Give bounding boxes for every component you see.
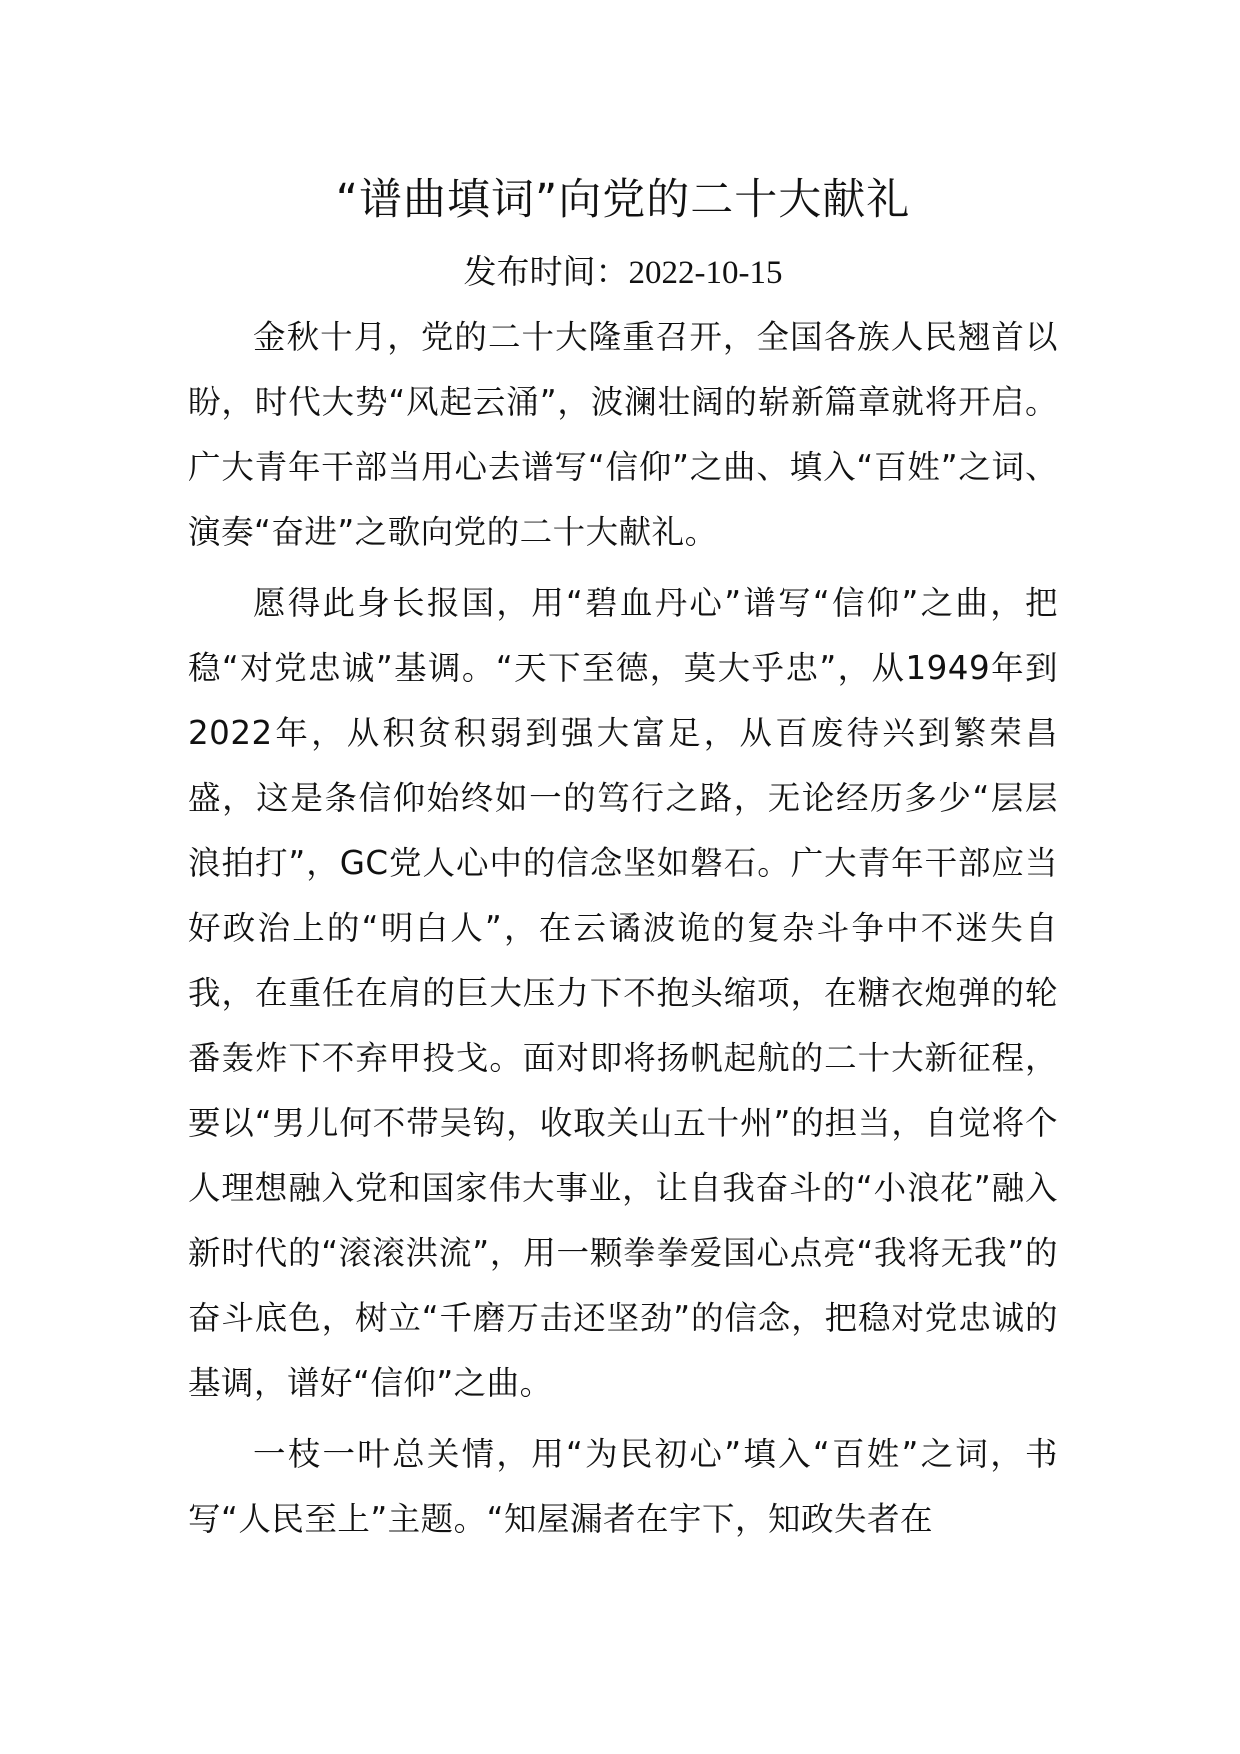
document-title: “谱曲填词”向党的二十大献礼 (335, 175, 911, 225)
publish-date-value: 2022-10-15 (628, 255, 783, 291)
publish-date-label: 发布时间： (463, 252, 629, 291)
paragraph-1: 金秋十月，党的二十大隆重召开，全国各族人民翘首以盼，时代大势“风起云涌”，波澜壮阔的崭新篇章就将开启。广大青年干部当用心去谱写“信仰”之曲、填入“百姓”之词、演奏“奋进”之歌向党的二十大献礼。 (188, 318, 1058, 551)
paragraph-2: 愿得此身长报国，用“碧血丹心”谱写“信仰”之曲，把稳“对党忠诚”基调。“天下至德，莫大乎忠”，从1949年到2022年，从积贫积弱到强大富足，从百废待兴到繁荣昌盛，这是条信仰始终如一的笃行之路，无论经历多少“层层浪拍打”，GC党人心中的信念坚如磐石。广大青年干部应当好政治上的“明白人”，在云谲波诡的复杂斗争中不迷失自我，在重任在肩的巨大压力下不抱头缩项，在糖衣炮弹的轮番轰炸下不弃甲投戈。面对即将扬帆起航的二十大新征程，要以“男儿何不带吴钩，收取关山五十州”的担当，自觉将个人理想融入党和国家伟大事业，让自我奋斗的“小浪花”融入新时代的“滚滚洪流”，用一颗拳拳爱国心点亮“我将无我”的奋斗底色，树立“千磨万击还坚劲”的信念，把稳对党忠诚的基调，谱好“信仰”之曲。 (188, 584, 1058, 1402)
document-page (188, 160, 1058, 1558)
paragraph-3: 一枝一叶总关情，用“为民初心”填入“百姓”之词，书写“人民至上”主题。“知屋漏者在宇下，知政失者在 (188, 1435, 1058, 1538)
publish-date (188, 240, 1058, 305)
